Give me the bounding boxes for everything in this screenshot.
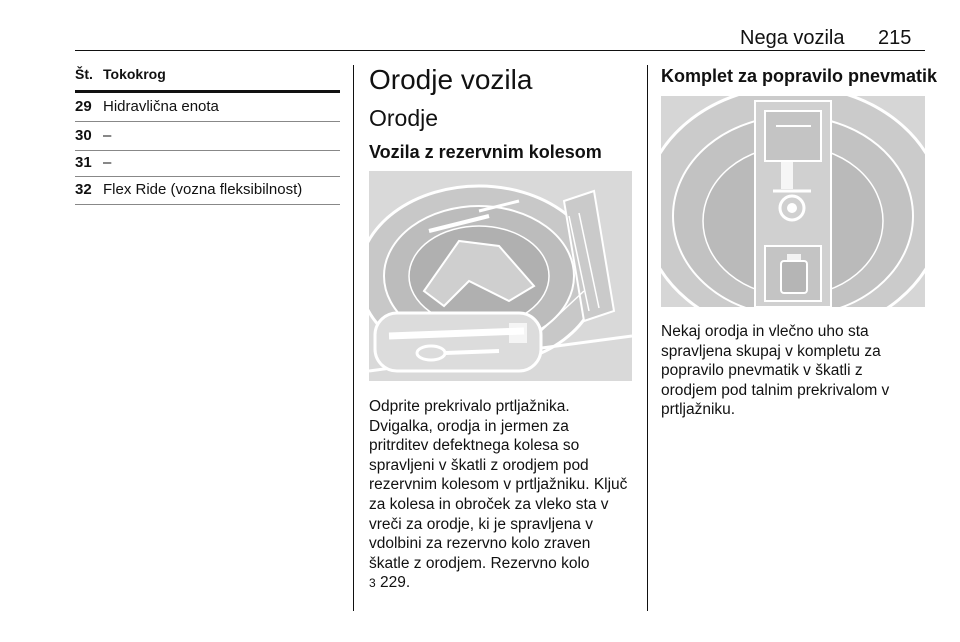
- header-title: Nega vozila: [740, 27, 845, 49]
- table-row-label: –: [103, 154, 112, 171]
- text-line: pritrditev defektnega kolesa so: [369, 437, 580, 455]
- text-line: orodjem pod talnim prekrivalom v: [661, 381, 890, 399]
- tyre-repair-kit-figure: [661, 96, 925, 307]
- table-header-rule: [75, 90, 340, 93]
- header-rule: [75, 50, 925, 51]
- text-line: spravljeni v škatli z orodjem pod: [369, 456, 589, 474]
- table-header: [75, 66, 339, 82]
- heading-spare-wheel: Vozila z rezervnim kolesom: [369, 142, 602, 162]
- heading-repair-kit: Komplet za popravilo pnevmatik: [661, 66, 938, 86]
- table-row: [75, 181, 340, 198]
- spare-wheel-tools-figure: [369, 171, 632, 381]
- xref-page: 229.: [380, 574, 411, 592]
- table-row-label: Flex Ride (vozna fleksibilnost): [103, 181, 303, 198]
- cross-reference[interactable]: [369, 573, 641, 594]
- table-row-num: 31: [75, 154, 92, 171]
- text-line: Nekaj orodja in vlečno uho sta: [661, 323, 869, 340]
- paragraph-repair-kit: [661, 322, 925, 420]
- text-line: vdolbini za rezervno kolo zraven: [369, 535, 591, 553]
- text-line: popravilo pnevmatik v škatli z: [661, 362, 863, 380]
- repair-kit-illustration: [661, 96, 925, 307]
- text-line: rezervnim kolesom v prtljažniku. Ključ: [369, 476, 628, 494]
- column-divider-left: [353, 65, 354, 611]
- spare-wheel-illustration: [369, 171, 632, 381]
- table-row: [75, 127, 340, 144]
- table-row-num: 29: [75, 98, 92, 115]
- paragraph-spare-wheel: [369, 397, 641, 594]
- table-row: [75, 154, 340, 171]
- row-rule: [75, 150, 340, 151]
- text-line: vreči za orodje, ki je spravljena v: [369, 515, 593, 533]
- xref-arrow-icon: 3: [369, 576, 376, 591]
- table-row-num: 30: [75, 127, 92, 144]
- text-line: prtljažniku.: [661, 401, 736, 419]
- row-rule: [75, 204, 340, 205]
- text-line: Dvigalka, orodja in jermen za: [369, 417, 569, 435]
- table-row: [75, 98, 340, 115]
- text-line: spravljena skupaj v kompletu za: [661, 342, 881, 360]
- text-line: za kolesa in obroček za vleko sta v: [369, 495, 609, 513]
- text-line: škatle z orodjem. Rezervno kolo: [369, 554, 590, 572]
- page-number: 215: [878, 27, 912, 49]
- row-rule: [75, 176, 340, 177]
- section-subtitle: Orodje: [369, 105, 439, 131]
- text-line: Odprite prekrivalo prtljažnika.: [369, 398, 570, 415]
- row-rule: [75, 121, 340, 122]
- section-title: Orodje vozila: [369, 64, 533, 95]
- column-divider-right: [647, 65, 648, 611]
- table-row-label: Hidravlična enota: [103, 98, 219, 115]
- table-header-num: Št.: [75, 66, 93, 82]
- table-header-label: Tokokrog: [103, 66, 166, 82]
- table-row-num: 32: [75, 181, 92, 198]
- table-row-label: –: [103, 127, 112, 144]
